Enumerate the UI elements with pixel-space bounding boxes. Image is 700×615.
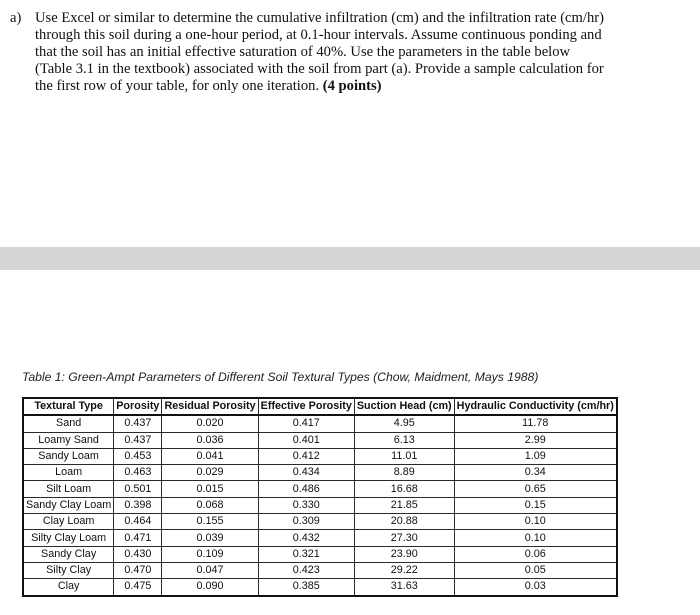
cell-residual-porosity: 0.020: [162, 415, 258, 432]
cell-hydraulic-conductivity: 0.65: [454, 481, 617, 497]
points-label: (4 points): [322, 78, 382, 94]
cell-suction-head: 11.01: [354, 448, 454, 464]
cell-hydraulic-conductivity: 0.15: [454, 497, 617, 513]
cell-textural-type: Loamy Sand: [23, 432, 114, 448]
table-row: [23, 579, 617, 596]
cell-effective-porosity: 0.432: [258, 530, 354, 546]
cell-textural-type: Clay: [23, 579, 114, 596]
table-row: [23, 514, 617, 530]
table-row: [23, 465, 617, 481]
cell-residual-porosity: 0.041: [162, 448, 258, 464]
cell-effective-porosity: 0.486: [258, 481, 354, 497]
cell-hydraulic-conductivity: 2.99: [454, 432, 617, 448]
header-effective-porosity: Effective Porosity: [258, 398, 354, 415]
cell-residual-porosity: 0.047: [162, 562, 258, 578]
table-row: [23, 546, 617, 562]
cell-residual-porosity: 0.015: [162, 481, 258, 497]
cell-residual-porosity: 0.068: [162, 497, 258, 513]
cell-residual-porosity: 0.029: [162, 465, 258, 481]
cell-hydraulic-conductivity: 1.09: [454, 448, 617, 464]
cell-hydraulic-conductivity: 0.10: [454, 530, 617, 546]
table-row: [23, 497, 617, 513]
cell-suction-head: 16.68: [354, 481, 454, 497]
table-caption: Table 1: Green-Ampt Parameters of Different Soil Textural Types (Chow, Maidment, Mays 1988): [22, 370, 539, 384]
cell-hydraulic-conductivity: 0.05: [454, 562, 617, 578]
cell-effective-porosity: 0.417: [258, 415, 354, 432]
cell-residual-porosity: 0.155: [162, 514, 258, 530]
cell-residual-porosity: 0.039: [162, 530, 258, 546]
cell-textural-type: Sandy Clay: [23, 546, 114, 562]
cell-hydraulic-conductivity: 0.03: [454, 579, 617, 596]
cell-suction-head: 21.85: [354, 497, 454, 513]
cell-textural-type: Silty Clay: [23, 562, 114, 578]
question-label: a): [10, 10, 22, 26]
cell-suction-head: 8.89: [354, 465, 454, 481]
cell-effective-porosity: 0.412: [258, 448, 354, 464]
cell-residual-porosity: 0.109: [162, 546, 258, 562]
cell-suction-head: 20.88: [354, 514, 454, 530]
cell-porosity: 0.475: [114, 579, 162, 596]
question-line: through this soil during a one-hour period, at 0.1-hour intervals. Assume continuous ponding and: [35, 27, 602, 43]
cell-hydraulic-conductivity: 0.06: [454, 546, 617, 562]
cell-suction-head: 27.30: [354, 530, 454, 546]
cell-effective-porosity: 0.385: [258, 579, 354, 596]
cell-textural-type: Sand: [23, 415, 114, 432]
question-line-last: [35, 78, 610, 95]
cell-textural-type: Silty Clay Loam: [23, 530, 114, 546]
cell-suction-head: 6.13: [354, 432, 454, 448]
cell-textural-type: Sandy Loam: [23, 448, 114, 464]
cell-textural-type: Silt Loam: [23, 481, 114, 497]
table-row: [23, 448, 617, 464]
cell-textural-type: Loam: [23, 465, 114, 481]
cell-effective-porosity: 0.321: [258, 546, 354, 562]
header-suction-head: Suction Head (cm): [354, 398, 454, 415]
cell-hydraulic-conductivity: 0.34: [454, 465, 617, 481]
cell-effective-porosity: 0.434: [258, 465, 354, 481]
cell-textural-type: Sandy Clay Loam: [23, 497, 114, 513]
cell-porosity: 0.463: [114, 465, 162, 481]
header-residual-porosity: Residual Porosity: [162, 398, 258, 415]
cell-suction-head: 23.90: [354, 546, 454, 562]
cell-suction-head: 29.22: [354, 562, 454, 578]
table-row: [23, 481, 617, 497]
question-line: that the soil has an initial effective saturation of 40%. Use the parameters in the table below: [35, 44, 571, 60]
cell-porosity: 0.464: [114, 514, 162, 530]
header-hydraulic-conductivity: Hydraulic Conductivity (cm/hr): [454, 398, 617, 415]
cell-porosity: 0.437: [114, 415, 162, 432]
cell-textural-type: Clay Loam: [23, 514, 114, 530]
cell-porosity: 0.430: [114, 546, 162, 562]
cell-residual-porosity: 0.090: [162, 579, 258, 596]
table-row: [23, 415, 617, 432]
cell-effective-porosity: 0.309: [258, 514, 354, 530]
cell-suction-head: 31.63: [354, 579, 454, 596]
header-porosity: Porosity: [114, 398, 162, 415]
cell-suction-head: 4.95: [354, 415, 454, 432]
table-row: [23, 530, 617, 546]
cell-hydraulic-conductivity: 11.78: [454, 415, 617, 432]
question-line: Use Excel or similar to determine the cumulative infiltration (cm) and the infiltration rate (cm/hr): [35, 10, 604, 26]
cell-porosity: 0.470: [114, 562, 162, 578]
cell-porosity: 0.471: [114, 530, 162, 546]
table-row: [23, 562, 617, 578]
question-line: (Table 3.1 in the textbook) associated with the soil from part (a). Provide a sample calculation for: [35, 61, 604, 77]
cell-porosity: 0.501: [114, 481, 162, 497]
cell-effective-porosity: 0.401: [258, 432, 354, 448]
table-row: [23, 432, 617, 448]
cell-porosity: 0.453: [114, 448, 162, 464]
question-text: [35, 10, 610, 95]
header-textural-type: Textural Type: [23, 398, 114, 415]
cell-porosity: 0.437: [114, 432, 162, 448]
cell-hydraulic-conductivity: 0.10: [454, 514, 617, 530]
cell-residual-porosity: 0.036: [162, 432, 258, 448]
green-ampt-table: [22, 397, 618, 597]
section-divider-band: [0, 247, 700, 270]
cell-porosity: 0.398: [114, 497, 162, 513]
table-header-row: [23, 398, 617, 415]
cell-effective-porosity: 0.330: [258, 497, 354, 513]
question-line-text: the first row of your table, for only one iteration.: [35, 78, 320, 94]
cell-effective-porosity: 0.423: [258, 562, 354, 578]
